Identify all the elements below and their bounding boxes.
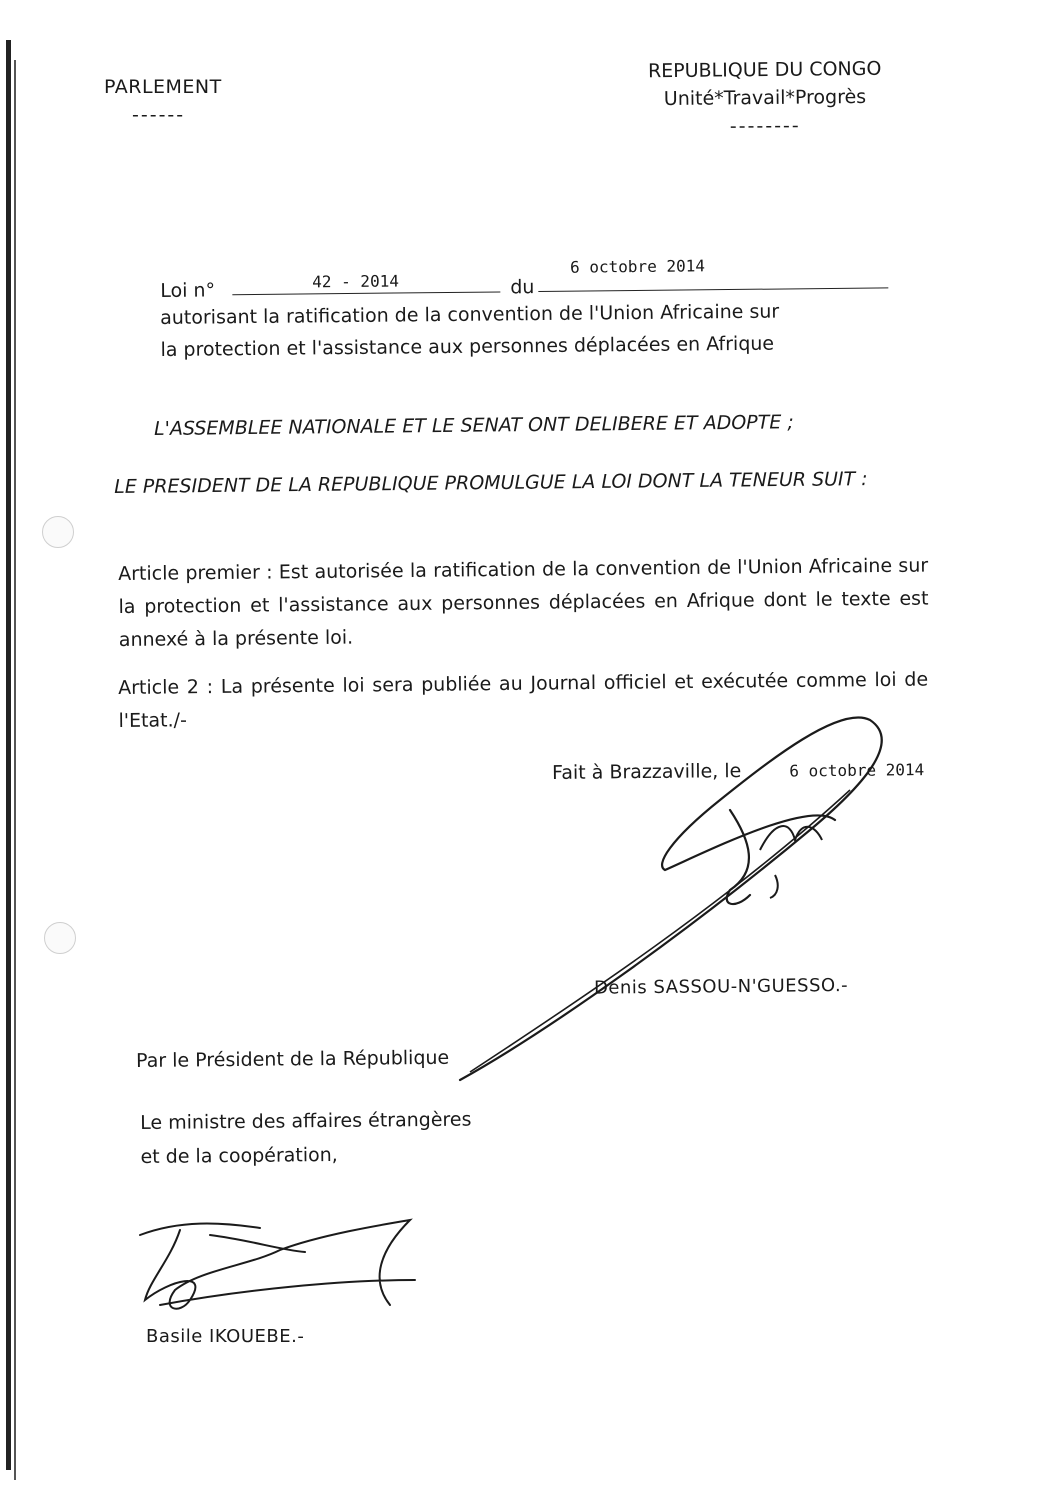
minister-name: Basile IKOUEBE.- (146, 1326, 305, 1347)
republique-title: REPUBLIQUE DU CONGO (647, 57, 882, 83)
law-date: 6 octobre 2014 (569, 256, 706, 277)
minister-title (140, 1102, 521, 1174)
law-subject (160, 294, 881, 366)
signature-place: Fait à Brazzaville, le (552, 760, 742, 784)
parlement-dashes: ------ (132, 104, 186, 126)
law-subject-line1: autorisant la ratification de la convention de l'Union Africaine sur (160, 300, 780, 329)
punch-hole-top (42, 516, 74, 548)
scan-edge-line (14, 60, 16, 1480)
article-1: Article premier : Est autorisée la ratification de la convention de l'Union Africaine sur la protection et l'assistance aux personnes déplacées en Afrique dont le texte est annexé à la présente loi. (118, 554, 929, 651)
republique-dashes: -------- (729, 114, 801, 138)
republique-motto: Unité*Travail*Progrès (663, 85, 867, 111)
signature-date: 6 octobre 2014 (789, 760, 925, 781)
par-le-president: Par le Président de la République (136, 1046, 450, 1072)
law-number: 42 - 2014 (312, 271, 400, 292)
president-signature-icon (430, 700, 910, 1090)
scan-edge-bar (6, 40, 11, 1470)
header-parlement (104, 76, 244, 126)
parlement-title: PARLEMENT (104, 76, 222, 98)
minister-signature-icon (120, 1210, 440, 1320)
punch-hole-bottom (44, 922, 76, 954)
article-2: Article 2 : La présente loi sera publiée au Journal officiel et exécutée comme loi de l'Etat./- (118, 668, 929, 732)
law-prefix: Loi n° (160, 279, 216, 302)
president-name: Denis SASSOU-N'GUESSO.- (593, 975, 849, 999)
law-date-underline (538, 287, 888, 292)
minister-title-line2: et de la coopération, (140, 1143, 338, 1168)
promulgation-clause: LE PRESIDENT DE LA REPUBLIQUE PROMULGUE LA LOI DONT LA TENEUR SUIT : (114, 468, 868, 498)
preamble: L'ASSEMBLEE NATIONALE ET LE SENAT ONT DELIBERE ET ADOPTE ; (154, 411, 794, 440)
header-republique (610, 54, 921, 141)
law-du: du (510, 276, 535, 299)
law-subject-line2: la protection et l'assistance aux personnes déplacées en Afrique (160, 332, 775, 361)
law-number-underline (232, 291, 500, 295)
minister-title-line1: Le ministre des affaires étrangères (140, 1108, 472, 1134)
